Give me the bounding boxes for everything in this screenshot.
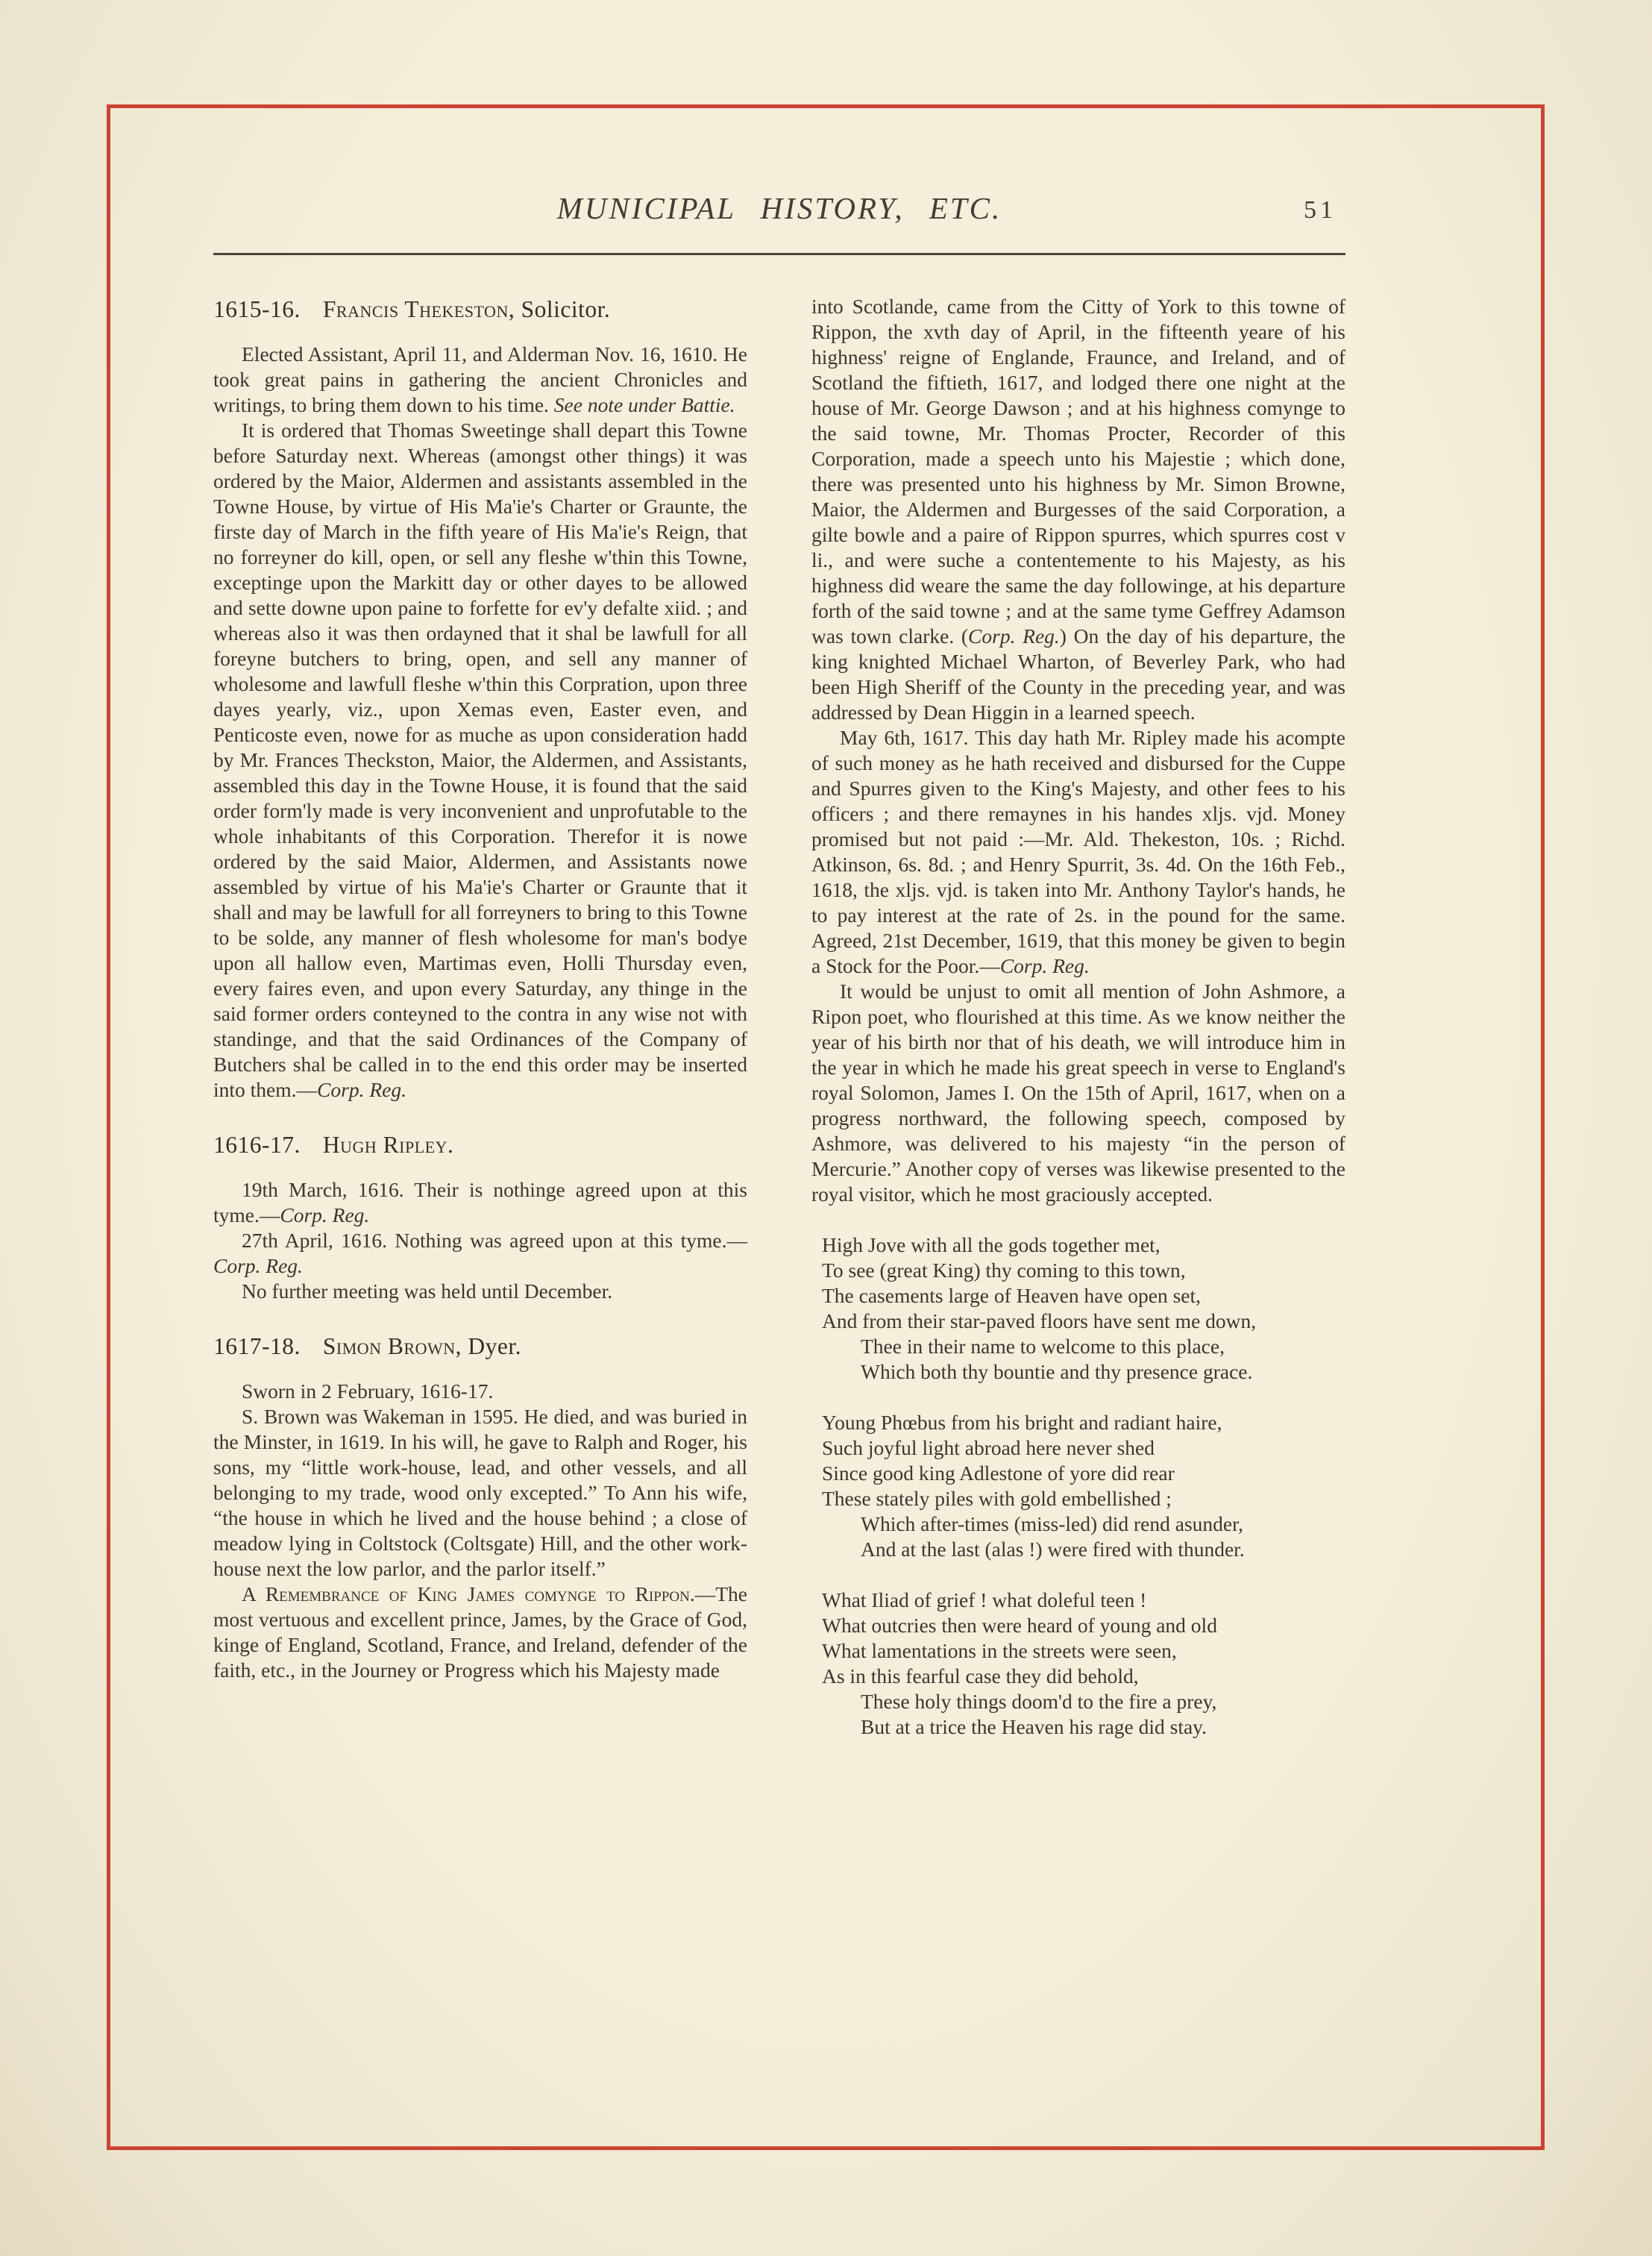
text-run: May 6th, 1617. This day hath Mr. Ripley made his acompte of such money as he hath received and disbursed for the Cuppe and Spurres given to the King's Majesty, and other fees to his officers ; and there remaynes in his handes xljs. vjd. Money promised but not paid :—Mr. Ald. Thekeston, 10s. ; Richd. Atkinson, 6s. 8d. ; and Henry Spurrit, 3s. 4d. On the 16th Feb., 1618, the xljs. vjd. is taken into Mr. Anthony Taylor's hands, he to pay interest at the rate of 2s. in the pound for the same. Agreed, 21st December, 1619, that this money be given to begin a Stock for the Poor.—	[811, 726, 1345, 977]
poem-line: What outcries then were heard of young and old	[822, 1614, 1217, 1637]
paragraph	[213, 1404, 747, 1582]
text-run: It would be unjust to omit all mention of John Ashmore, a Ripon poet, who flourished at this time. As we know neither the year of his birth nor that of his death, we will introduce him in the year in which he made his great speech in verse to England's royal Solomon, James I. On the 15th of April, 1617, when on a progress northward, the following speech, composed by Ashmore, was delivered to his majesty “in the person of Mercurie.” Another copy of verses was likewise presented to the royal visitor, which he most graciously accepted.	[811, 980, 1345, 1206]
poem-line: Young Phœbus from his bright and radiant haire,	[822, 1411, 1222, 1434]
poem-line: And at the last (alas !) were fired with thunder.	[861, 1538, 1245, 1561]
paragraph	[213, 342, 747, 418]
text-run: S. Brown was Wakeman in 1595. He died, and was buried in the Minster, in 1619. In his will, he gave to Ralph and Roger, his sons, my “little work-house, lead, and other vessels, and all belonging to my trade, wood only excepted.” To Ann his wife, “the house in which he lived and the house behind ; a close of meadow lying in Coltstock (Coltsgate) Hill, and the other work-house next the low parlor, and the parlor itself.”	[213, 1405, 747, 1580]
paragraph-continuation	[811, 294, 1345, 725]
entry-heading-1615-16	[213, 297, 747, 322]
italic-run: Corp. Reg.	[213, 1254, 303, 1277]
paragraph	[213, 1582, 747, 1683]
entry-year: 1617-18.	[213, 1333, 301, 1359]
text-run: Elected Assistant, April 11, and Alderman Nov. 16, 1610. He took great pains in gathering the ancient Chronicles and writings, to bring them down to his time.	[213, 342, 747, 416]
paragraph	[213, 418, 747, 1103]
page-header	[213, 190, 1345, 232]
poem-line: What lamentations in the streets were seen,	[822, 1639, 1177, 1662]
text-run: 19th March, 1616. Their is nothinge agreed upon at this tyme.—	[213, 1178, 747, 1226]
poem-line: What Iliad of grief ! what doleful teen !	[822, 1588, 1147, 1611]
text-columns	[213, 294, 1345, 1740]
poem-line: Which after-times (miss-led) did rend asunder,	[861, 1512, 1244, 1535]
entry-heading-1617-18	[213, 1334, 747, 1359]
poem-line: These stately piles with gold embellished ;	[822, 1487, 1172, 1510]
right-column	[811, 294, 1345, 1740]
text-run: Sworn in 2 February, 1616-17.	[242, 1379, 494, 1403]
poem-line: Which both thy bountie and thy presence grace.	[861, 1360, 1253, 1383]
poem-line: These holy things doom'd to the fire a prey,	[861, 1690, 1217, 1713]
poem-line: Since good king Adlestone of yore did rear	[822, 1461, 1175, 1485]
red-border-frame	[107, 104, 1545, 2150]
entry-heading-1616-17	[213, 1132, 747, 1158]
page-content	[213, 190, 1345, 1740]
text-run: —The most vertuous and excellent prince, James, by the Grace of God, kinge of England, Scotland, France, and Ireland, defender of the faith, etc., in the Journey or Progress which his Majesty made	[213, 1582, 747, 1682]
entry-name: Hugh Ripley.	[322, 1132, 454, 1158]
italic-run: Corp. Reg.	[968, 624, 1060, 648]
paragraph	[811, 979, 1345, 1207]
poem-line: To see (great King) thy coming to this town,	[822, 1259, 1186, 1282]
entry-title-suffix: , Dyer.	[455, 1333, 522, 1359]
header-rule	[213, 253, 1345, 255]
italic-run: See note under Battie.	[553, 393, 735, 416]
page-number: 51	[1304, 196, 1337, 224]
italic-run: Corp. Reg.	[999, 954, 1090, 977]
entry-name: Francis Thekeston	[322, 296, 509, 322]
entry-name: Simon Brown	[322, 1333, 456, 1359]
poem-stanza-2	[822, 1410, 1345, 1562]
poem-line: Such joyful light abroad here never shed	[822, 1436, 1155, 1459]
text-run: ) On the day of his departure, the king knighted Michael Wharton, of Beverley Park, who had been High Sheriff of the County in the preceding year, and was addressed by Dean Higgin in a learned speech.	[811, 624, 1345, 724]
italic-run: Corp. Reg.	[317, 1078, 406, 1101]
text-run: It is ordered that Thomas Sweetinge shall depart this Towne before Saturday next. Whereas (amongst other things) it was ordered by the Maior, Aldermen and assistants assembled in the Towne House, by virtue of His Ma'ie's Charter or Graunte, the firste day of March in the fifth yeare of His Ma'ie's Reign, that no forreyner do kill, open, or sell any fleshe w'thin this Towne, exceptinge upon the Markitt day or other dayes to be allowed and sette downe upon paine to forfette for ev'y defalte xiid. ; and whereas also it was then ordayned that it shal be lawfull for all foreyne butchers to bring, open, and sell any manner of wholesome and lawfull fleshe w'thin this Corpration, upon three dayes yearly, viz., upon Xemas even, Easter even, and Penticoste even, nowe for as muche as upon consideration hadd by Mr. Frances Theckston, Maior, the Aldermen, and Assistants, assembled this day in the Towne House, it is found that the said order form'ly made is very inconvenient and unprofutable to the whole inhabitants of this Corporation. Therefor it is nowe ordered by the said Maior, Aldermen, and Assistants nowe assembled by virtue of his Ma'ie's Charter or Graunte that it shall and may be lawfull for all forreyners to bring to this Towne to be solde, any manner of flesh wholesome for man's bodye upon all hallow even, Martimas even, Holli Thursday even, every faires even, and upon every Saturday, any thinge in the said former orders conteyned to the contra in any wise not with standinge, and that the said Ordinances of the Company of Butchers shal be called in to the end this order may be inserted into them.—	[213, 419, 747, 1101]
text-run: No further meeting was held until December.	[242, 1279, 613, 1303]
poem-line: Thee in their name to welcome to this place,	[861, 1335, 1225, 1358]
poem-line: But at a trice the Heaven his rage did stay.	[861, 1715, 1207, 1738]
text-run: into Scotlande, came from the Citty of York to this towne of Rippon, the xvth day of April, in the fifteenth yeare of his highness' reigne of Englande, Fraunce, and Ireland, and of Scotland the fiftieth, 1617, and lodged there one night at the house of Mr. George Dawson ; and at his highness comynge to the said towne, Mr. Thomas Procter, Recorder of this Corporation, made a speech unto his Majestie ; which done, there was presented unto his highness by Mr. Simon Browne, Maior, the Aldermen and Burgesses of the said Corporation, a gilte bowle and a paire of Rippon spurres, which spurres cost v li., and were suche a contentemente to his Majesty, as his highness did weare the same the day followinge, at his departure forth of the said towne ; and at the same tyme Geffrey Adamson was town clarke. (	[811, 295, 1345, 648]
poem-line: High Jove with all the gods together met,	[822, 1233, 1161, 1256]
paragraph	[213, 1279, 747, 1304]
poem-line: The casements large of Heaven have open set,	[822, 1284, 1202, 1307]
entry-year: 1615-16.	[213, 296, 301, 322]
poem-stanza-3	[822, 1588, 1345, 1740]
ashmore-poem	[811, 1232, 1345, 1740]
smallcaps-run: A Remembrance of King James comynge to Rippon.	[242, 1582, 695, 1605]
left-column	[213, 294, 747, 1740]
entry-year: 1616-17.	[213, 1132, 301, 1158]
poem-stanza-1	[822, 1232, 1345, 1385]
poem-line: And from their star-paved floors have sent me down,	[822, 1309, 1257, 1332]
poem-line: As in this fearful case they did behold,	[822, 1664, 1139, 1688]
italic-run: Corp. Reg.	[280, 1203, 370, 1226]
paragraph	[213, 1228, 747, 1279]
running-title: MUNICIPAL HISTORY, ETC.	[556, 191, 1002, 225]
text-run: 27th April, 1616. Nothing was agreed upon at this tyme.—	[242, 1229, 747, 1252]
paragraph	[811, 725, 1345, 979]
paragraph	[213, 1379, 747, 1404]
paragraph	[213, 1177, 747, 1228]
entry-title-suffix: , Solicitor.	[508, 296, 611, 322]
